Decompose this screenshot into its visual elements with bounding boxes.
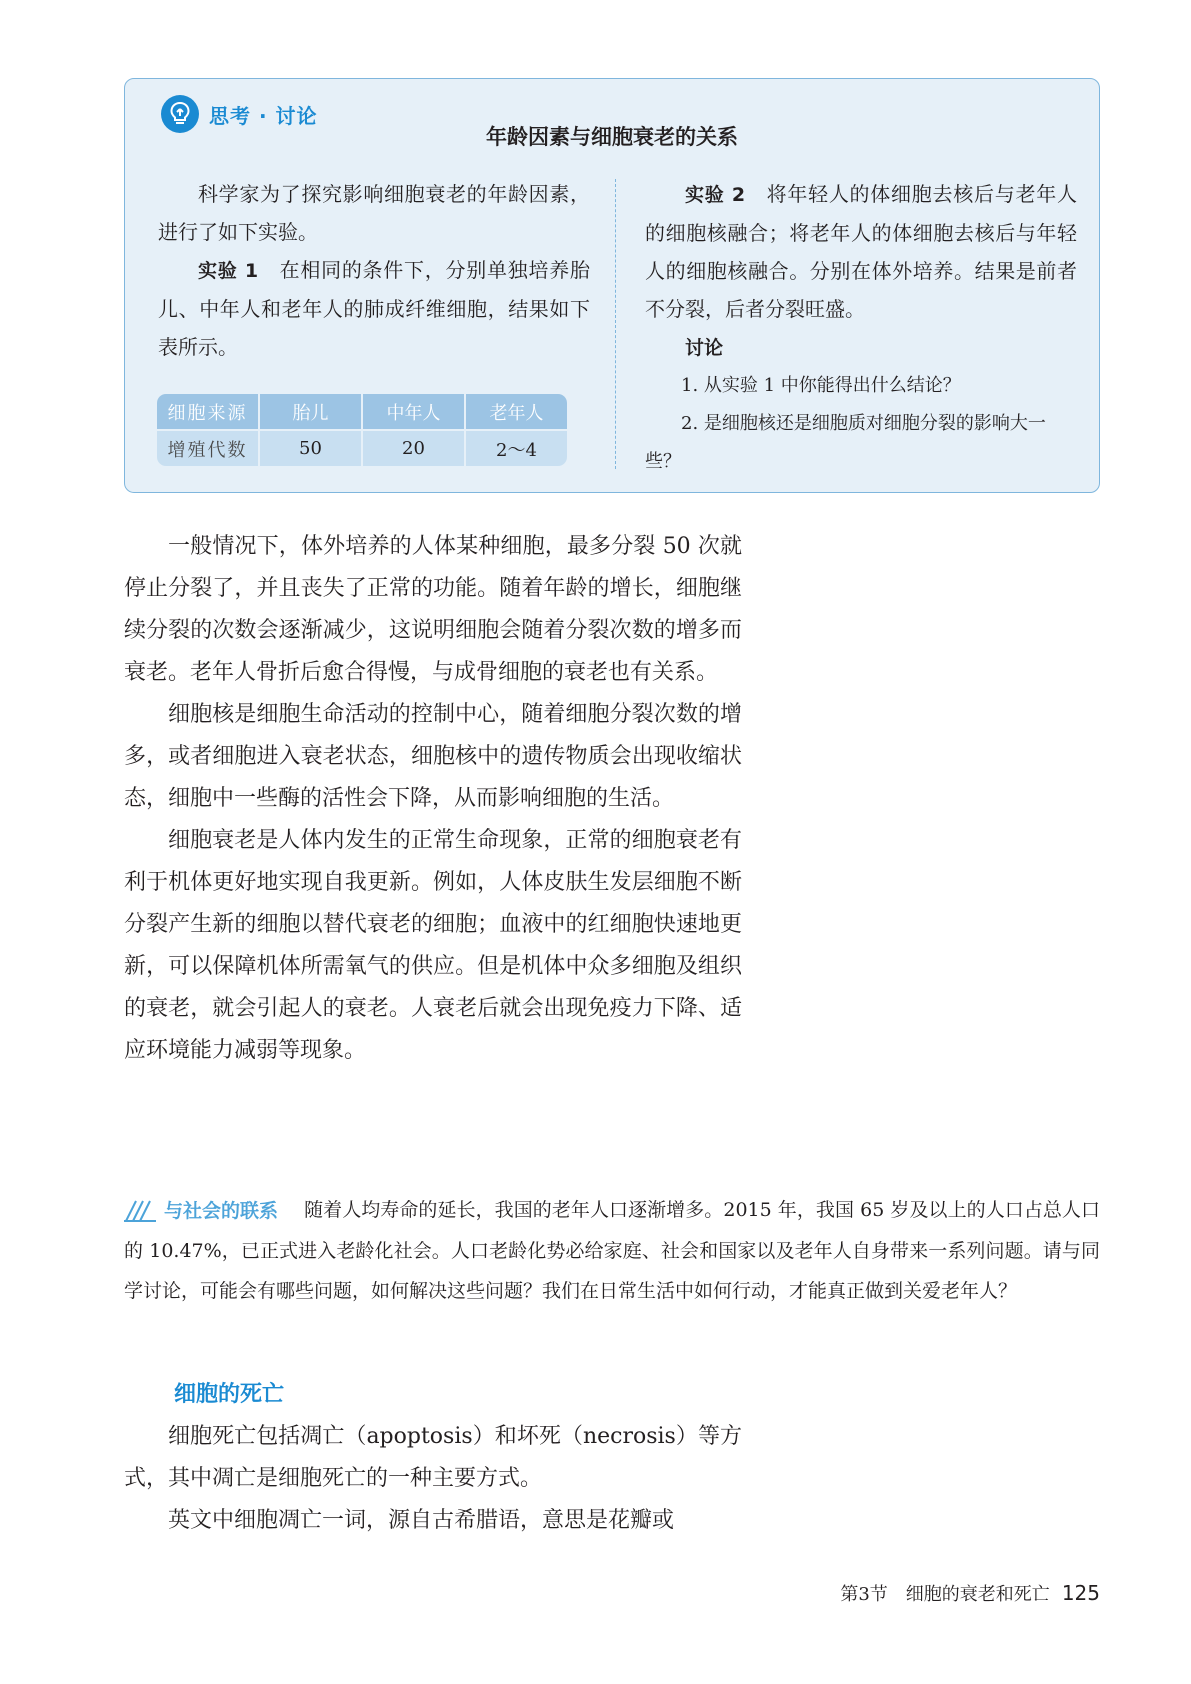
table-cell: 2～4 <box>466 431 567 466</box>
social-connection-note <box>124 1190 1100 1311</box>
table-cell: 20 <box>363 431 464 466</box>
discussion-title: 年龄因素与细胞衰老的关系 <box>486 125 738 149</box>
experiment-2-text: 将年轻人的体细胞去核后与老年人的细胞核融合；将老年人的体细胞去核后与年轻人的细胞核融合。分别在体外培养。结果是前者不分裂，后者分裂旺盛。 <box>645 182 1078 321</box>
table-cell: 增殖代数 <box>157 431 258 466</box>
experiment-2-heading: 实验 2 <box>685 184 746 206</box>
table-cell: 50 <box>260 431 361 466</box>
table-row <box>157 431 567 466</box>
section-paragraph: 细胞死亡包括凋亡（apoptosis）和坏死（necrosis）等方式，其中凋亡是细胞死亡的一种主要方式。 <box>124 1424 742 1491</box>
social-text: 随着人均寿命的延长，我国的老年人口逐渐增多。2015 年，我国 65 岁及以上的人口占总人口的 10.47%，已正式进入老龄化社会。人口老龄化势必给家庭、社会和国家以及老年人自身带来一系列问题。请与同学讨论，可能会有哪些问题，如何解决这些问题？我们在日常生活中如何行动，才能真正做到关爱老年人？ <box>124 1199 1100 1302</box>
experiment-2 <box>645 175 1077 328</box>
proliferation-table <box>155 392 569 468</box>
main-paragraph: 一般情况下，体外培养的人体某种细胞，最多分裂 50 次就停止分裂了，并且丧失了正常的功能。随着年龄的增长，细胞继续分裂的次数会逐渐减少，这说明细胞会随着分裂次数的增多而衰老。老年人骨折后愈合得慢，与成骨细胞的衰老也有关系。 <box>124 534 742 685</box>
table-header-cell: 细胞来源 <box>157 394 258 429</box>
main-text <box>124 526 742 1072</box>
main-paragraph: 细胞衰老是人体内发生的正常生命现象，正常的细胞衰老有利于机体更好地实现自我更新。例如，人体皮肤生发层细胞不断分裂产生新的细胞以替代衰老的细胞；血液中的红细胞快速地更新，可以保障机体所需氧气的供应。但是机体中众多细胞及组织的衰老，就会引起人的衰老。人衰老后就会出现免疫力下降、适应环境能力减弱等现象。 <box>124 828 742 1063</box>
column-divider <box>615 179 616 469</box>
question-1: 1. 从实验 1 中你能得出什么结论？ <box>681 375 961 396</box>
discussion-left-column <box>158 175 590 366</box>
page-number: 125 <box>1061 1581 1100 1605</box>
experiment-1-heading: 实验 1 <box>198 260 259 282</box>
question-2: 2. 是细胞核还是细胞质对细胞分裂的影响大一些？ <box>645 413 1046 472</box>
page-footer <box>840 1580 1100 1606</box>
discussion-box <box>124 78 1100 493</box>
experiment-1 <box>158 251 590 366</box>
discussion-label: 思考 · 讨论 <box>209 103 318 128</box>
discussion-intro: 科学家为了探究影响细胞衰老的年龄因素，进行了如下实验。 <box>158 182 590 244</box>
social-tag <box>124 1191 278 1231</box>
table-header-cell: 老年人 <box>466 394 567 429</box>
table-header-cell: 胎儿 <box>260 394 361 429</box>
experiment-1-text: 在相同的条件下，分别单独培养胎儿、中年人和老年人的肺成纤维细胞，结果如下表所示。 <box>158 258 591 359</box>
discussion-right-column <box>645 175 1077 481</box>
hatch-lines-icon <box>124 1200 158 1222</box>
section-body <box>124 1416 742 1542</box>
section-paragraph: 英文中细胞凋亡一词，源自古希腊语，意思是花瓣或 <box>168 1508 675 1533</box>
main-paragraph: 细胞核是细胞生命活动的控制中心，随着细胞分裂次数的增多，或者细胞进入衰老状态，细胞核中的遗传物质会出现收缩状态，细胞中一些酶的活性会下降，从而影响细胞的生活。 <box>124 702 742 811</box>
social-label: 与社会的联系 <box>164 1200 279 1222</box>
table-header-row <box>157 394 567 429</box>
discussion-questions-heading: 讨论 <box>685 337 724 359</box>
table-header-cell: 中年人 <box>363 394 464 429</box>
section-title: 细胞的死亡 <box>174 1382 285 1407</box>
chapter-label: 第3节 细胞的衰老和死亡 <box>840 1584 1050 1605</box>
